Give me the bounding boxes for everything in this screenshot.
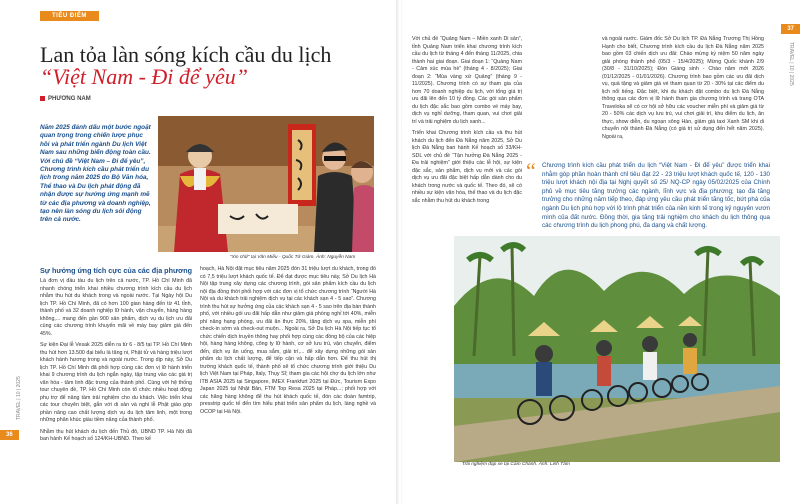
right-page xyxy=(402,0,800,504)
byline xyxy=(40,96,91,102)
left-column-2 xyxy=(200,266,376,420)
calligraphy-photo-caption: “Xin chữ” tại Văn Miếu - Quốc Tử Giám. Ảnh: Nguyễn Nam xyxy=(230,255,356,260)
paragraph: Với chủ đề “Quảng Nam – Miền xanh Di sản”, tỉnh Quảng Nam triển khai chương trình kích cầu du lịch từ tháng 4 đến tháng 11/2025, chia thành hai giai đoạn. Giai đoạn 1: “Quảng Nam - Cảm xúc mùa hè” (tháng 4 - 8/2025); Giai đoạn 2: “Mùa vàng xứ Quảng” (tháng 9 - 11/2025). Chương trình có sự tham gia của hơn 70 doanh nghiệp du lịch, với tổng giá trị ưu đãi lên đến 10 tỷ đồng. Các gói sản phẩm du lịch đặc sắc bao gồm combo vé máy bay, dịch vụ nghỉ dưỡng, tham quan, vui chơi giải trí và trải nghiệm du lịch xanh... xyxy=(412,36,522,125)
section-tag: TIÊU ĐIỂM xyxy=(40,11,99,21)
left-page xyxy=(0,0,398,504)
right-column-2 xyxy=(602,36,764,145)
calligraphy-photo xyxy=(158,116,374,252)
right-column-1 xyxy=(412,36,522,209)
byline-marker-icon xyxy=(40,96,45,101)
cycling-photo xyxy=(454,236,780,462)
pull-quote: Chương trình kích cầu phát triển du lịch “Việt Nam - Đi để yêu” được triển khai nhằm góp phần hoàn thành chỉ tiêu đạt 22 - 23 triệu lượt khách quốc tế, 120 - 130 triệu lượt khách nội địa tại Nghị quyết số 25/ NQ-CP ngày 05/02/2025 của Chính phủ về mục tiêu tăng trưởng các ngành, lĩnh vực và địa phương; tạo đà tăng trưởng cho những năm tiếp theo, đáp ứng yêu cầu phát triển tăng tốc, bứt phá của ngành Du lịch phù hợp với lộ trình phát triển của nền kinh tế trong kỷ nguyên vươn mình của đất nước. Đồng thời, gia tăng trải nghiệm cho khách du lịch thông qua các chương trình du lịch phong phú, đa dạng và chất lượng. xyxy=(542,162,770,230)
article-title-line2: “Việt Nam - Đi để yêu” xyxy=(40,64,248,89)
calligraphy-photo-illustration xyxy=(158,116,374,252)
paragraph: Nhằm thu hút khách du lịch đến Thủ đô, UBND TP. Hà Nội đã ban hành Kế hoạch số 124/KH-UBND. Theo kế xyxy=(40,428,192,442)
section-heading: Sự hưởng ứng tích cực của các địa phương xyxy=(40,266,193,275)
article-title-line1: Lan tỏa làn sóng kích cầu du lịch xyxy=(40,42,332,67)
author-name: PHƯƠNG NAM xyxy=(48,96,91,103)
paragraph: Là đơn vị đầu tàu du lịch trên cả nước, TP. Hồ Chí Minh đã nhanh chóng triển khai nhiều chương trình kích cầu du lịch nhằm thu hút du khách trong và ngoài nước. Tại Ngày hội Du lịch TP. Hồ Chí Minh, đã có hơn 100 gian hàng đến từ 41 tỉnh, thành phố và 32 doanh nghiệp lữ hành, vận chuyển, hàng hàng không,... mang đến gần 900 sản phẩm, dịch vụ du lịch ưu đãi cùng các chương trình khuyến mãi về máy bay giảm giá đến 45%. xyxy=(40,278,192,337)
paragraph: hoạch, Hà Nội đặt mục tiêu năm 2025 đón 31 triệu lượt du khách, trong đó có 7,5 triệu lượt khách quốc tế. Để đạt được mục tiêu này, Sở Du lịch Hà Nội tập trung xây dựng các chương trình, gói sản phẩm kích cầu du lịch nội địa đồng thời phối hợp với các đơn vị tổ chức chương trình “Người Hà Nội và du khách trải nghiệm dịch vụ tại các khách sạn 4 - 5 sao”. Chương trình thu hút sự hưởng ứng của các khách sạn 4 - 5 sao trên địa bàn thành phố, với nhiều gói ưu đãi hấp dẫn như giảm giá phòng nghỉ tới 40%, miễn phí nâng hạng phòng, ưu đãi ăn thực 20%, tặng dịch vụ spa, miễn phí check-in sớm và check-out muộn... Ngoài ra, Sở Du lịch Hà Nội tiếp tục tổ chức chiến dịch truyền thông hay phối hợp cùng các đồng bộ của các hiệp hội, hàng hàng không, công ty lữ hành, cơ sở lưu trú, vận chuyển, điểm đến, dịch vụ ăn uống, mua sắm, giải trí,... để xây dựng những gói sản phẩm du lịch chất lượng, để tiếp cận và hấp dẫn hơn. Để thu hút thị trường khách quốc tế, thành phố sẽ tổ chức chương trình giới thiệu Du lịch Việt Nam tại Pháp, Italy, Thụy Sĩ; tham gia các hội chợ du lịch lớn như ITB ASIA 2025 tại Singapore, IMEX Frankfurt 2025 tại Đức, Tourism Expo Japan 2025 tại Nhật Bản, FTM Top Resa 2025 tại Pháp...; phối hợp với các hãng hàng không để thu hút khách quốc tế, đón các đoàn famtrip, presstrip quốc tế đến tìm hiểu phát triển sản phẩm du lịch, làng nghề và OCOP tại Hà Nội. xyxy=(200,266,376,415)
left-page-number: 36 xyxy=(0,430,19,440)
paragraph: Triển khai Chương trình kích cầu và thu hút khách du lịch đến Đà Nẵng năm 2025, Sở Du lịch Đà Nẵng ban hành Kế hoạch số 33/KH-SDL với chủ đề “Tận hưởng Đà Nẵng 2025 - Đa trải nghiệm” giới thiệu các lễ hội, sự kiện đặc sắc, sản phẩm, dịch vụ mới và các gói dịch vụ ưu đãi đặc biệt hấp dẫn dành cho du khách trong nước và quốc tế. Theo đó, sẽ có nhiều sự kiện văn hóa, thể thao và du lịch đặc sắc nhằm thu hút du khách trong xyxy=(412,130,522,204)
paragraph: Sự kiện Đại lễ Vesak 2025 diễn ra từ 6 - 8/5 tại TP. Hồ Chí Minh thu hút hơn 13.500 đại biểu là tăng ni, Phật tử và hàng triệu lượt khách hành hương trong và ngoài nước. Trong dịp này, Sở Du lịch TP. Hồ Chí Minh đã phối hợp cùng các đơn vị lữ hành triển khai 9 chương trình du lịch ngắn ngày, tập trung vào các giá trị văn hóa - tâm linh đặc trưng của thành phố. Cùng với hệ thống tour chuyên đề, TP. Hồ Chí Minh còn tổ chức nhiều hoạt động phụ trợ để nâng tầm trải nghiệm cho du khách. Việc triển khai các tour chuyên biệt, gắn với di sản và nghi lễ Phật giáo góp phần nâng cao chất lượng dịch vụ du lịch tâm linh, một trong những phân khúc giàu tiềm năng của thành phố. xyxy=(40,342,192,423)
right-page-number: 37 xyxy=(781,24,800,34)
quote-mark-icon: “ xyxy=(526,158,536,183)
cycling-photo-illustration xyxy=(454,236,780,462)
left-side-label: TRAVEL | 10 | 2025 xyxy=(16,376,22,420)
paragraph: và ngoài nước. Giám đốc Sở Du lịch TP. Đà Nẵng Trương Thị Hồng Hạnh cho biết, Chương trình kích cầu du lịch Đà Nẵng năm 2025 bao gồm 03 chiến dịch ưu đãi: Chào mừng kỷ niệm 50 năm ngày giải phóng thành phố (05/3 - 15/4/2025); Mừng Quốc khánh 2/9 (30/8 - 31/10/2025); Đón Giáng sinh - Chào năm mới 2026 (01/12/2025 - 01/01/2026). Chương trình bao gồm các ưu đãi dịch vụ, quà tặng và giảm giá vé tham quan từ 20 - 30% tại các điểm du lịch nổi tiếng. Đặc biệt, khi du khách đặt combo du lịch Đà Nẵng thông qua các đơn vị lữ hành tham gia chương trình và trang OTA Traveloka sẽ có cơ hội sở hữu các voucher miễn phí và giảm giá từ 20 - 50% các dịch vụ lưu trú, vui chơi giải trí, khu điểm du lịch, ăn thực, show diễn, du ngoạn sông Hàn, giảm giá taxi Xanh SM khi di chuyển nội thành Đà Nẵng (có giá trị sử dụng đến hết năm 2025). Ngoài ra, xyxy=(602,36,764,140)
right-side-label: TRAVEL | 10 | 2025 xyxy=(788,42,794,86)
cycling-photo-caption: Trải nghiệm đạp xe tại Cẩm Chánh. Ảnh: Linh Tâm xyxy=(462,462,570,467)
left-column-1 xyxy=(40,278,192,448)
lead-paragraph: Năm 2025 đánh dấu một bước ngoặt quan trọng trong chiến lược phục hồi và phát triển ngành Du lịch Việt Nam sau những biến động toàn cầu. Với chủ đề “Việt Nam – Đi để yêu”, Chương trình kích cầu phát triển du lịch trong năm 2025 do Bộ Văn hóa, Thể thao và Du lịch phát động đã nhận được sự hưởng ứng mạnh mẽ từ các địa phương và doanh nghiệp, tạo nên làn sóng du lịch sôi động trên cả nước. xyxy=(40,124,151,224)
